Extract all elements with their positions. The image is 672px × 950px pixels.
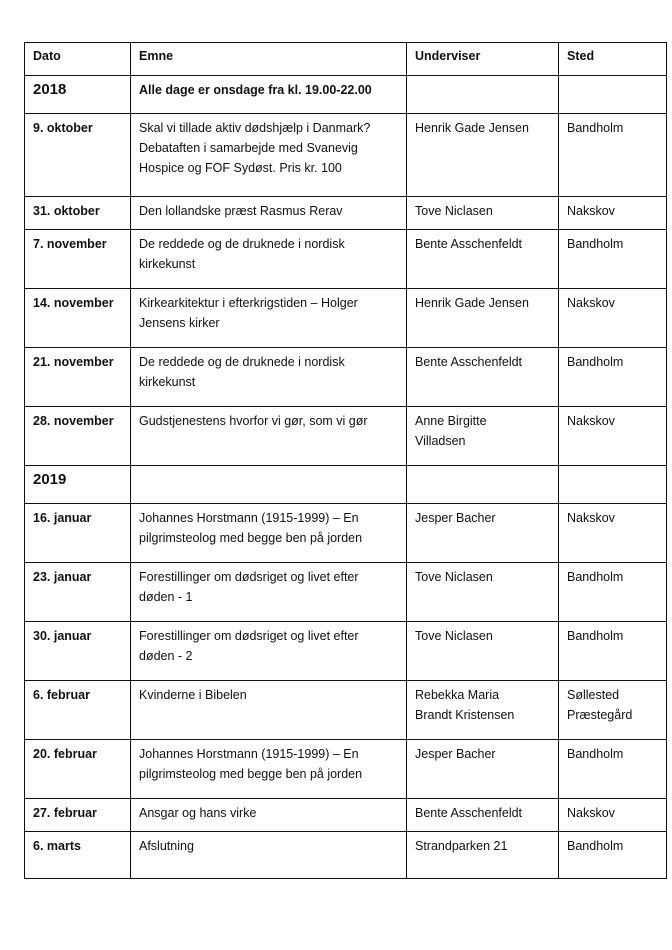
year-note: Alle dage er onsdage fra kl. 19.00-22.00 [131,76,407,114]
empty-cell [407,466,559,504]
date-cell: 23. januar [25,563,131,622]
date-cell: 30. januar [25,622,131,681]
date-cell: 6. februar [25,681,131,740]
date-cell: 6. marts [25,832,131,879]
location-cell: Bandholm [559,230,667,289]
table-row [25,289,667,348]
table-row [25,230,667,289]
table-row [25,622,667,681]
location-cell: Nakskov [559,197,667,230]
location-cell: Bandholm [559,563,667,622]
date-cell: 20. februar [25,740,131,799]
teacher-cell: Jesper Bacher [407,504,559,563]
teacher-cell: Anne Birgitte Villadsen [407,407,559,466]
teacher-cell: Rebekka Maria Brandt Kristensen [407,681,559,740]
table-row [25,799,667,832]
table-row [25,114,667,197]
location-cell: Bandholm [559,622,667,681]
teacher-cell: Tove Niclasen [407,563,559,622]
location-cell: Bandholm [559,740,667,799]
year-row [25,76,667,114]
header-emne: Emne [131,43,407,76]
year-label: 2019 [25,466,131,504]
table-row [25,348,667,407]
subject-cell: Kvinderne i Bibelen [131,681,407,740]
teacher-cell: Tove Niclasen [407,197,559,230]
subject-cell: Forestillinger om dødsriget og livet efter døden - 1 [131,563,407,622]
subject-cell: Kirkearkitektur i efterkrigstiden – Holger Jensens kirker [131,289,407,348]
teacher-cell: Bente Asschenfeldt [407,799,559,832]
table-row [25,504,667,563]
empty-cell [407,76,559,114]
teacher-cell: Strandparken 21 [407,832,559,879]
location-cell: Nakskov [559,799,667,832]
header-dato: Dato [25,43,131,76]
empty-cell [559,466,667,504]
teacher-cell: Tove Niclasen [407,622,559,681]
date-cell: 21. november [25,348,131,407]
subject-cell: Johannes Horstmann (1915-1999) – En pilgrimsteolog med begge ben på jorden [131,740,407,799]
subject-cell: Forestillinger om dødsriget og livet efter døden - 2 [131,622,407,681]
location-cell: Bandholm [559,114,667,197]
date-cell: 27. februar [25,799,131,832]
subject-cell: Gudstjenestens hvorfor vi gør, som vi gør [131,407,407,466]
date-cell: 28. november [25,407,131,466]
subject-cell: Den lollandske præst Rasmus Rerav [131,197,407,230]
teacher-cell: Bente Asschenfeldt [407,230,559,289]
teacher-cell: Henrik Gade Jensen [407,289,559,348]
table-row [25,832,667,879]
table-row [25,407,667,466]
year-note [131,466,407,504]
table-row [25,197,667,230]
date-cell: 31. oktober [25,197,131,230]
subject-cell: Ansgar og hans virke [131,799,407,832]
date-cell: 14. november [25,289,131,348]
subject-cell: De reddede og de druknede i nordisk kirkekunst [131,230,407,289]
location-cell: Søllested Præstegård [559,681,667,740]
year-row [25,466,667,504]
location-cell: Bandholm [559,832,667,879]
location-cell: Bandholm [559,348,667,407]
subject-cell: Johannes Horstmann (1915-1999) – En pilgrimsteolog med begge ben på jorden [131,504,407,563]
teacher-cell: Jesper Bacher [407,740,559,799]
header-sted: Sted [559,43,667,76]
teacher-cell: Henrik Gade Jensen [407,114,559,197]
location-cell: Nakskov [559,407,667,466]
table-row [25,563,667,622]
subject-cell: Afslutning [131,832,407,879]
table-row [25,681,667,740]
year-label: 2018 [25,76,131,114]
header-underviser: Underviser [407,43,559,76]
date-cell: 7. november [25,230,131,289]
schedule-table [24,42,667,879]
teacher-cell: Bente Asschenfeldt [407,348,559,407]
subject-cell: De reddede og de druknede i nordisk kirkekunst [131,348,407,407]
location-cell: Nakskov [559,504,667,563]
location-cell: Nakskov [559,289,667,348]
date-cell: 9. oktober [25,114,131,197]
header-row [25,43,667,76]
table-row [25,740,667,799]
empty-cell [559,76,667,114]
subject-cell: Skal vi tillade aktiv dødshjælp i Danmark? Debataften i samarbejde med Svanevig Hospice og FOF Sydøst. Pris kr. 100 [131,114,407,197]
date-cell: 16. januar [25,504,131,563]
